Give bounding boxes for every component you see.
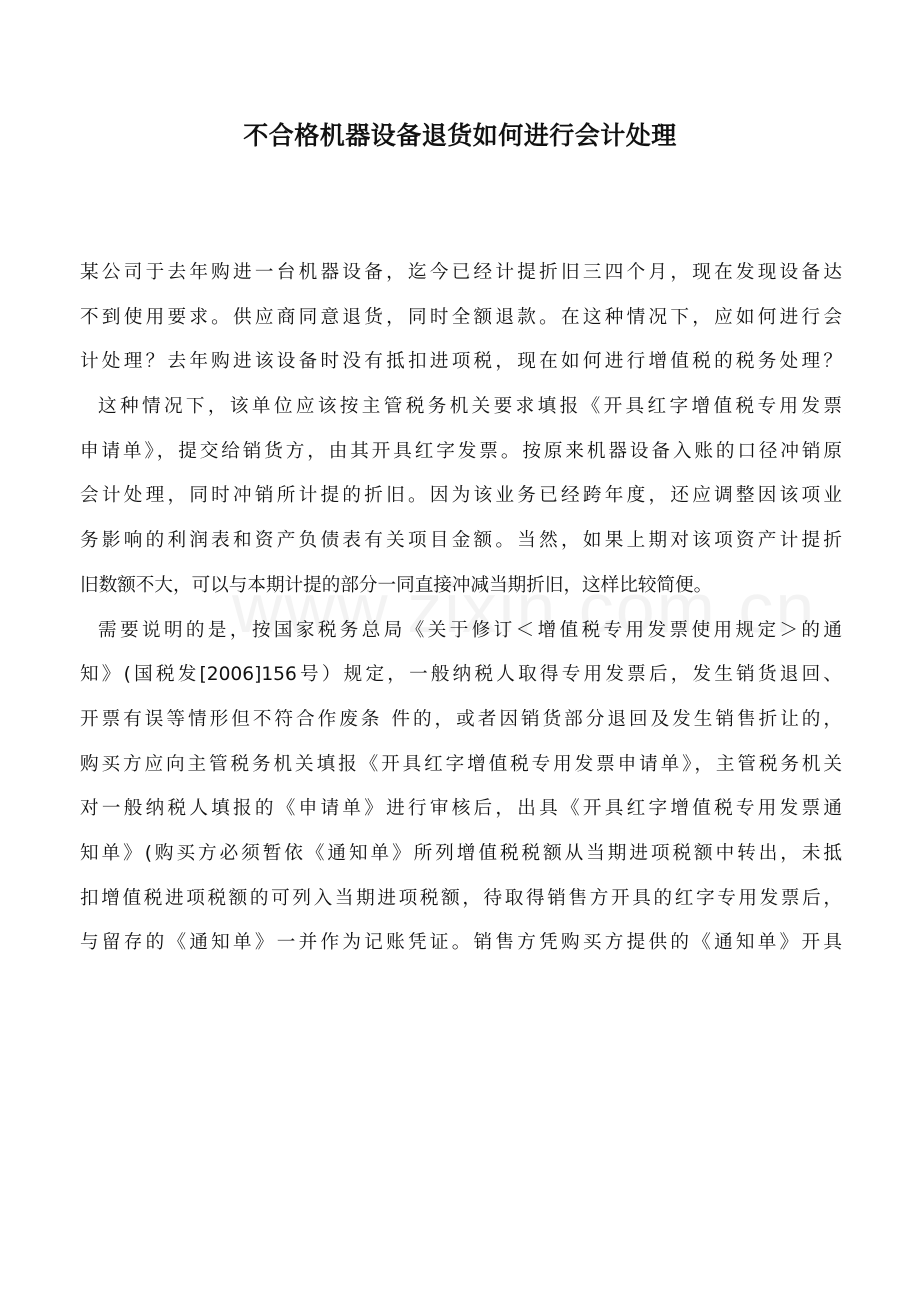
paragraph-3-line-8: 与留存的《通知单》一并作为记账凭证。销售方凭购买方提供的《通知单》开具 <box>80 932 842 954</box>
paragraph-2-line-3: 会计处理，同时冲销所计提的折旧。因为该业务已经跨年度，还应调整因该项业 <box>80 485 842 507</box>
paragraph-1-line-3: 计处理？去年购进该设备时没有抵扣进项税，现在如何进行增值税的税务处理？ <box>80 351 842 373</box>
paragraph-1-line-1: 某公司于去年购进一台机器设备，迄今已经计提折旧三四个月，现在发现设备达 <box>80 262 842 283</box>
paragraph-2-line-1: 这种情况下，该单位应该按主管税务机关要求填报《开具红字增值税专用发票 <box>98 396 842 418</box>
paragraph-3-line-1: 需要说明的是，按国家税务总局《关于修订＜增值税专用发票使用规定＞的通 <box>98 619 842 641</box>
paragraph-3-line-4: 购买方应向主管税务机关填报《开具红字增值税专用发票申请单》，主管税务机关 <box>80 753 842 775</box>
paragraph-2-line-2: 申请单》，提交给销货方，由其开具红字发票。按原来机器设备入账的口径冲销原 <box>80 440 842 462</box>
paragraph-3-line-3: 开票有误等情形但不符合作废条 件的，或者因销货部分退回及发生销售折让的， <box>80 708 842 730</box>
paragraph-2-line-5: 旧数额不大，可以与本期计提的部分一同直接冲减当期折旧，这样比较简便。 <box>80 574 713 596</box>
paragraph-3-line-7: 扣增值税进项税额的可列入当期进项税额，待取得销售方开具的红字专用发票后， <box>80 887 842 909</box>
paragraph-3-line-2: 知》(国税发[2006]156号）规定，一般纳税人取得专用发票后，发生销货退回、 <box>80 664 842 686</box>
paragraph-2-line-4: 务影响的利润表和资产负债表有关项目金额。当然，如果上期对该项资产计提折 <box>80 530 842 552</box>
paragraph-1-line-2: 不到使用要求。供应商同意退货，同时全额退款。在这种情况下，应如何进行会 <box>80 306 842 328</box>
paragraph-3-line-5: 对一般纳税人填报的《申请单》进行审核后，出具《开具红字增值税专用发票通 <box>80 798 842 820</box>
document-body <box>80 251 842 966</box>
document-title: 不合格机器设备退货如何进行会计处理 <box>243 121 677 150</box>
paragraph-3-line-6: 知单》(购买方必须暂依《通知单》所列增值税税额从当期进项税额中转出，未抵 <box>80 842 842 864</box>
